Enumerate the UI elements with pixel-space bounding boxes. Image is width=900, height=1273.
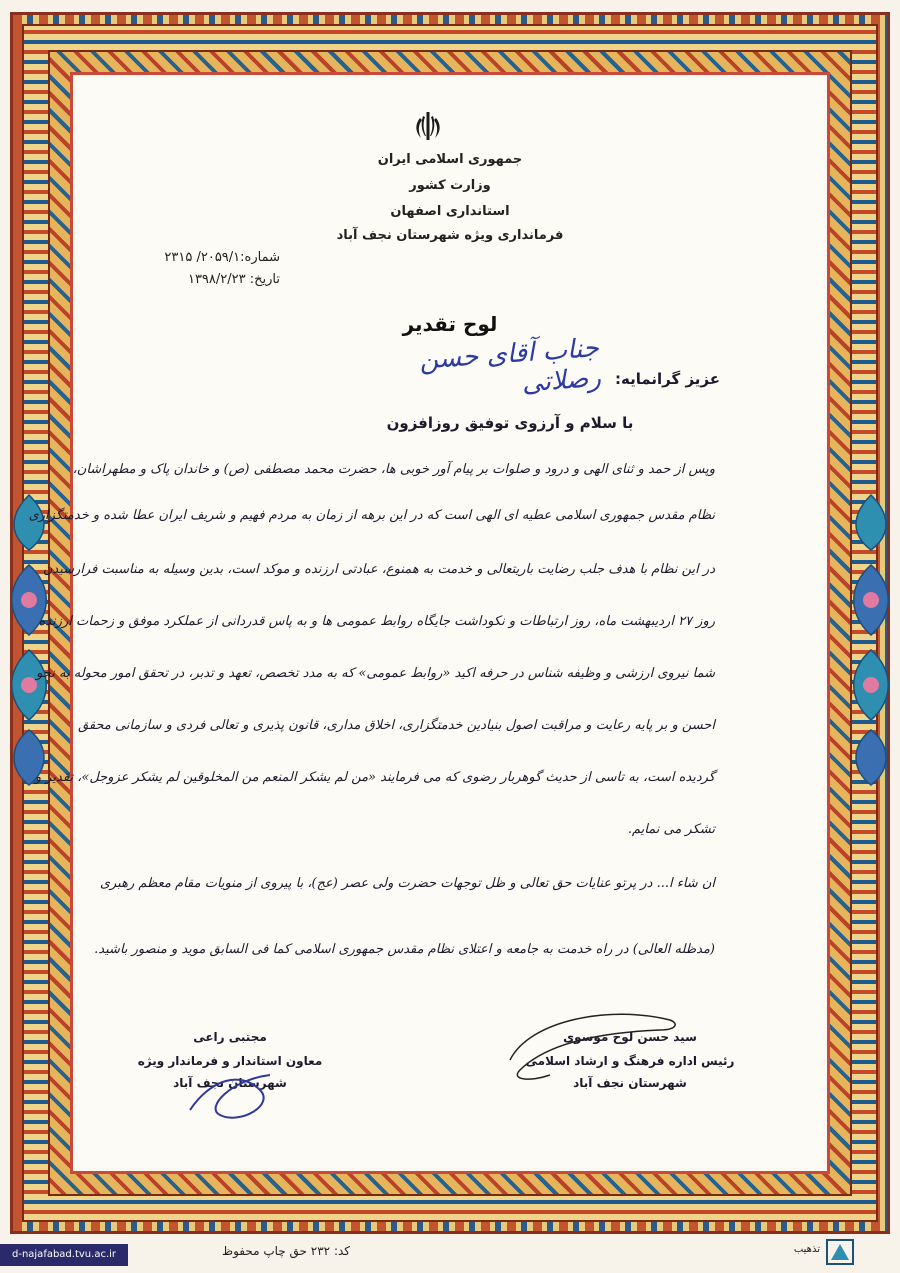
number-value: ۲۰۵۹/۱/ ۲۳۱۵: [164, 250, 241, 265]
left-floral-ornament: [4, 490, 54, 790]
body-line: گردیده است، به تاسی از حدیث گوهربار رضوی که می فرمایند «من لم یشکر المنعم من المخلوقین لم یشکر عزوجل»، تقدیر و: [34, 770, 715, 785]
letter-number: [150, 250, 280, 265]
body-line: شما نیروی ارزشی و وظیفه شناس در حرفه اکید «روابط عمومی» که به مدد تخصص، تعهد و تدبر، در تحقق امور محوله به نحو: [36, 666, 715, 681]
binder-label: تذهیب: [793, 1244, 820, 1255]
watermark-label: d-najafabad.tvu.ac.ir: [0, 1244, 128, 1266]
body-line: تشکر می نمایم.: [627, 822, 715, 837]
greeting: با سلام و آرزوی توفیق روزافزون: [386, 414, 634, 432]
right-signer-org: شهرستان نجف آباد: [573, 1076, 687, 1090]
publisher-logo-icon: [825, 1238, 855, 1266]
body-line: روز ۲۷ اردیبهشت ماه، روز ارتباطات و نکوداشت جایگاه روابط عمومی ها و به پاس قدردانی از عملکرد موفق و زحمات ارزنده: [38, 614, 715, 629]
right-floral-ornament: [846, 490, 896, 790]
right-signer-title: رئیس اداره فرهنگ و ارشاد اسلامی: [525, 1054, 735, 1068]
body-line: احسن و بر پایه رعایت و مراقبت اصول بنیادین خدمتگزاری، اخلاق مداری، قانون پذیری و تعالی فردی و سازمانی محقق: [78, 718, 715, 733]
number-label: شماره:: [240, 250, 280, 265]
certificate-title: لوح تقدیر: [402, 312, 498, 336]
date-value: ۱۳۹۸/۲/۲۳: [187, 272, 246, 287]
footer-code: کد: ۲۳۲ حق چاپ محفوظ: [222, 1244, 350, 1258]
body-line: در این نظام با هدف جلب رضایت باریتعالی و خدمت به همنوع، عبادتی ارزنده و موکد است، بدین وسیله به مناسبت فرارسیدن: [42, 562, 715, 577]
header-ministry: وزارت کشور: [409, 178, 491, 193]
header-country: جمهوری اسلامی ایران: [377, 152, 523, 167]
header-governorate: فرمانداری ویژه شهرستان نجف آباد: [336, 228, 564, 243]
right-signature-scribble: [490, 1000, 690, 1090]
header-province: استانداری اصفهان: [390, 204, 510, 219]
iran-emblem-icon: [412, 110, 444, 144]
date-label: تاریخ:: [249, 272, 280, 287]
left-signer-org: شهرستان نجف آباد: [173, 1076, 287, 1090]
left-signer-title: معاون استاندار و فرماندار ویژه: [137, 1054, 323, 1068]
letter-date: [150, 272, 280, 287]
recipient-label: عزیز گرانمایه:: [614, 370, 720, 388]
body-line: نظام مقدس جمهوری اسلامی عطیه ای الهی است که در این برهه از زمان به مردم فهیم و شریف ایران عطا شده و خدمتگزاری: [28, 508, 715, 523]
body-line: (مدظله العالی) در راه خدمت به جامعه و اعتلای نظام مقدس جمهوری اسلامی کما فی السابق موید و منصور باشید.: [94, 942, 715, 957]
left-signature-scribble: [180, 1060, 290, 1130]
body-line: ان شاء ا... در پرتو عنایات حق تعالی و ظل توجهات حضرت ولی عصر (عج)، با پیروی از منویات مقام معظم رهبری: [99, 876, 715, 891]
left-signer-name: مجتبی راعی: [193, 1030, 267, 1044]
right-signer-name: سید حسن لوح موسوی: [563, 1030, 697, 1044]
recipient-name: جناب آقای حسن رصلاتی: [418, 333, 602, 399]
body-line: وپس از حمد و ثنای الهی و درود و صلوات بر پیام آور خوبی ها، حضرت محمد مصطفی (ص) و خاندان پاک و مطهراشان،: [72, 462, 715, 477]
